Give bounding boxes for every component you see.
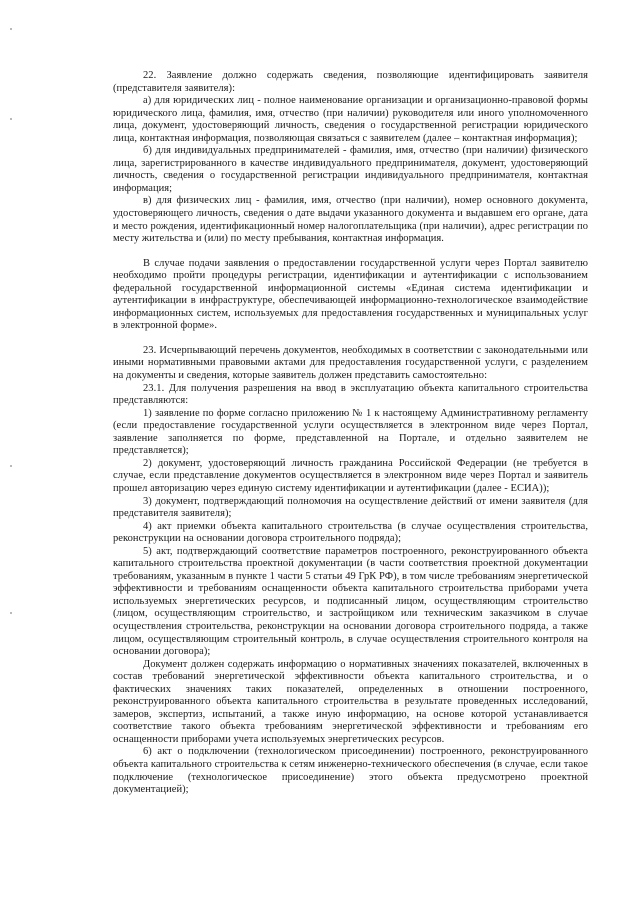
list-item-2: 2) документ, удостоверяющий личность гражданина Российской Федерации (не требуется в случае, если представление документов осуществляется в электронном виде через Портал и заявитель прошел авторизацию через единую систему идентификации и аутентификации (далее - ЕСИА)); <box>113 457 588 494</box>
paragraph-23-1: 23.1. Для получения разрешения на ввод в эксплуатацию объекта капитального строительства представляются: <box>113 382 588 407</box>
paragraph-energy-info: Документ должен содержать информацию о нормативных значениях показателей, включенных в состав требований энергетической эффективности объекта капитального строительства, и о фактических значениях таких показателей, определенных в отношении построенного, реконструированного объекта капитального строительства в результате проведенных исследований, замеров, экспертиз, испытаний, а также иную информацию, на основе которой устанавливается соответствие такого объекта требованиям энергетической эффективности и требованиям его оснащенности приборами учета используемых энергетических ресурсов. <box>113 658 588 745</box>
scan-dot <box>10 118 12 120</box>
list-item-6: 6) акт о подключении (технологическом присоединении) построенного, реконструированного объекта капитального строительства к сетям инженерно-технического обеспечения (в случае, если такое подключение (технологическое присоединение) этого объекта предусмотрено проектной документацией); <box>113 746 588 796</box>
paragraph-portal-registration: В случае подачи заявления о предоставлении государственной услуги через Портал заявителю необходимо пройти процедуры регистрации, идентификации и аутентификации с использованием федеральной государственной информационной системы «Единая система идентификации и аутентификации в инфраструктуре, обеспечивающей информационно-технологическое взаимодействие информационных систем, используемых для предоставления государственных и муниципальных услуг в электронной форме». <box>113 257 588 332</box>
scan-dot <box>10 28 12 30</box>
paragraph-22-a: а) для юридических лиц - полное наименование организации и организационно-правовой формы юридического лица, фамилия, имя, отчество (при наличии) руководителя или иного уполномоченного лица, документ, удостоверяющий личность, сведения о государственной регистрации юридического лица, контактная информация, позволяющая связаться с заявителем (далее – контактная информация); <box>113 95 588 144</box>
scan-dot <box>10 465 12 467</box>
list-item-5: 5) акт, подтверждающий соответствие параметров построенного, реконструированного объекта капитального строительства проектной документации (в части соответствия проектной документации требованиям, указанным в пункте 1 части 5 статьи 49 ГрК РФ), в том числе требованиям энергетической эффективности и требованиям оснащенности объекта капитального строительства приборами учета используемых энергетических ресурсов, и подписанный лицом, осуществляющим строительство (лицом, осуществляющим строительство, и застройщиком или техническим заказчиком в случае осуществления строительства, реконструкции на основании договора строительного подряда, а также лицом, осуществляющим строительный контроль, в случае осуществления строительного контроля на основании договора); <box>113 545 588 658</box>
paragraph-22-c: в) для физических лиц - фамилия, имя, отчество (при наличии), номер основного документа, удостоверяющего личность, сведения о дате выдачи указанного документа и выдавшем его органе, дата и место рождения, идентификационный номер налогоплательщика (при наличии), адрес регистрации по месту жительства и (или) по месту пребывания, контактная информация. <box>113 195 588 245</box>
paragraph-22-b: б) для индивидуальных предпринимателей - фамилия, имя, отчество (при наличии) физического лица, зарегистрированного в качестве индивидуального предпринимателя, документ, удостоверяющий личность, сведения о государственной регистрации индивидуального предпринимателя, контактная информация; <box>113 145 588 194</box>
list-item-1: 1) заявление по форме согласно приложению № 1 к настоящему Административному регламенту (если предоставление государственной услуги осуществляется в электронном виде через Портал, заявление заполняется по форме, представленной на Портале, и отдельно заявителем не представляется); <box>113 407 588 457</box>
scan-dot <box>10 612 12 614</box>
list-item-4: 4) акт приемки объекта капитального строительства (в случае осуществления строительства, реконструкции на основании договора строительного подряда); <box>113 520 588 545</box>
list-item-3: 3) документ, подтверждающий полномочия на осуществление действий от имени заявителя (для представителя заявителя); <box>113 495 588 520</box>
paragraph-23: 23. Исчерпывающий перечень документов, необходимых в соответствии с законодательными или иными нормативными правовыми актами для предоставления государственной услуги, с разделением на документы и сведения, которые заявитель должен представить самостоятельно: <box>113 344 588 382</box>
paragraph-22: 22. Заявление должно содержать сведения, позволяющие идентифицировать заявителя (представителя заявителя): <box>113 70 588 94</box>
